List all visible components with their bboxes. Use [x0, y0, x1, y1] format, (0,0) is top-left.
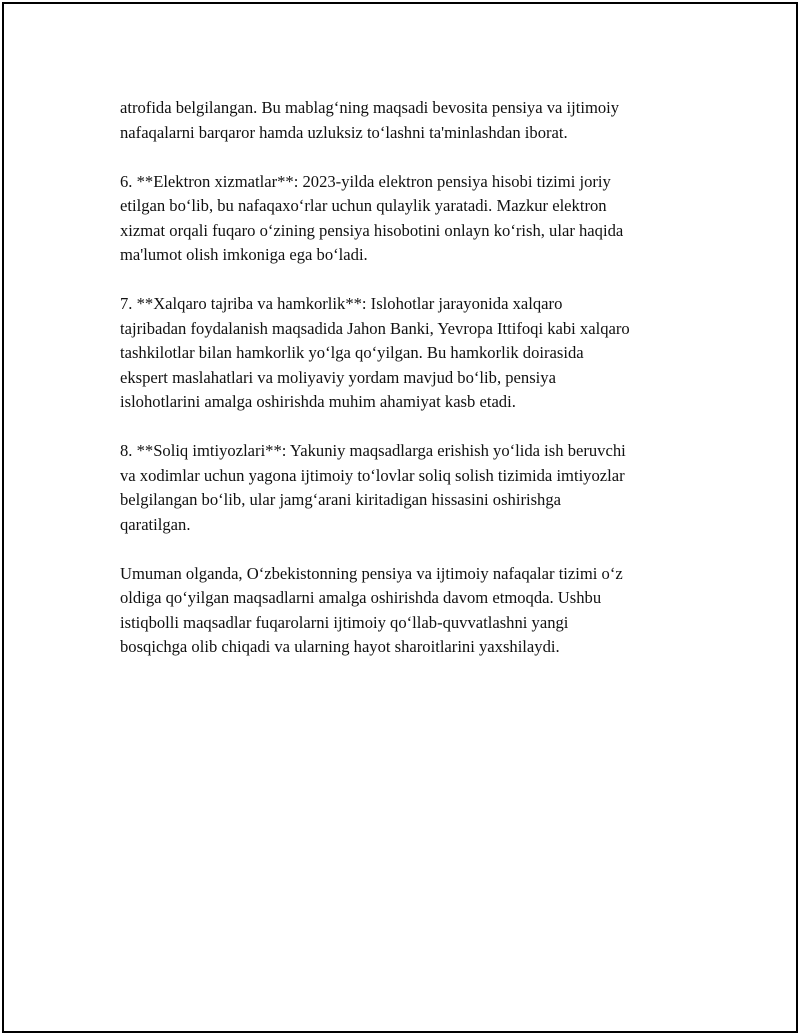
text-line: xizmat orqali fuqaro o‘zining pensiya hisobotini onlayn ko‘rish, ular haqida — [120, 220, 624, 240]
text-line: islohotlarini amalga oshirishda muhim ahamiyat kasb etadi. — [120, 392, 516, 411]
text-line: ekspert maslahatlari va moliyaviy yordam mavjud bo‘lib, pensiya — [120, 367, 556, 387]
paragraph-continuation — [120, 96, 710, 145]
text-line: atrofida belgilangan. Bu mablag‘ning maqsadi bevosita pensiya va ijtimoiy — [120, 98, 620, 117]
text-line: belgilangan bo‘lib, ular jamg‘arani kiritadigan hissasini oshirishga — [120, 490, 562, 509]
text-line: bosqichga olib chiqadi va ularning hayot sharoitlarini yaxshilaydi. — [120, 637, 560, 656]
page-frame — [2, 2, 798, 1033]
text-line: 6. **Elektron xizmatlar**: 2023-yilda elektron pensiya hisobi tizimi joriy — [120, 171, 611, 191]
text-line: ma'lumot olish imkoniga ega bo‘ladi. — [120, 245, 368, 264]
text-line: qaratilgan. — [120, 514, 191, 534]
paragraph-tax-benefits — [120, 439, 710, 537]
text-line: 8. **Soliq imtiyozlari**: Yakuniy maqsadlarga erishish yo‘lida ish beruvchi — [120, 441, 626, 460]
text-line: va xodimlar uchun yagona ijtimoiy to‘lovlar soliq solish tizimida imtiyozlar — [120, 465, 625, 485]
text-line: nafaqalarni barqaror hamda uzluksiz to‘lashni ta'minlashdan iborat. — [120, 122, 568, 142]
document-body — [120, 96, 710, 684]
text-line: etilgan bo‘lib, bu nafaqaxo‘rlar uchun qulaylik yaratadi. Mazkur elektron — [120, 196, 607, 215]
text-line: tajribadan foydalanish maqsadida Jahon Banki, Yevropa Ittifoqi kabi xalqaro — [120, 318, 630, 338]
text-line: 7. **Xalqaro tajriba va hamkorlik**: Islohotlar jarayonida xalqaro — [120, 294, 563, 313]
text-line: tashkilotlar bilan hamkorlik yo‘lga qo‘yilgan. Bu hamkorlik doirasida — [120, 343, 584, 362]
text-line: Umuman olganda, O‘zbekistonning pensiya va ijtimoiy nafaqalar tizimi o‘z — [120, 563, 623, 583]
paragraph-electronic-services — [120, 170, 710, 268]
paragraph-conclusion — [120, 562, 710, 660]
text-line: oldiga qo‘yilgan maqsadlarni amalga oshirishda davom etmoqda. Ushbu — [120, 588, 602, 607]
text-line: istiqbolli maqsadlar fuqarolarni ijtimoiy qo‘llab-quvvatlashni yangi — [120, 612, 569, 632]
paragraph-international-cooperation — [120, 292, 710, 415]
